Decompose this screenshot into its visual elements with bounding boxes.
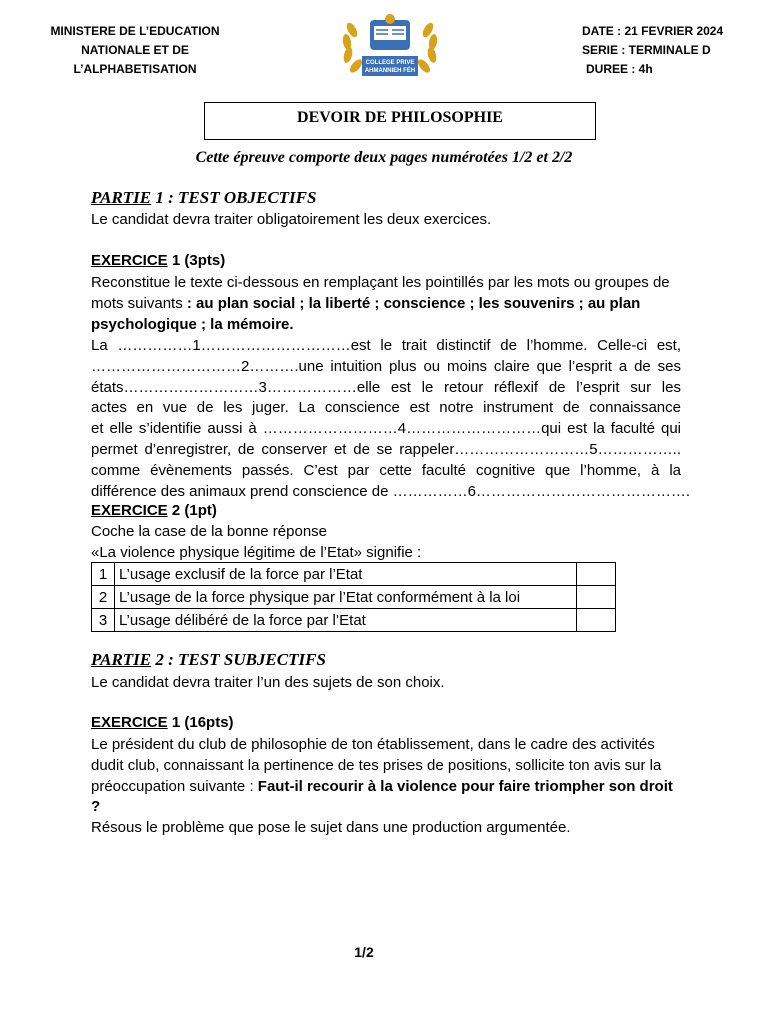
ministry-line-3: L’ALPHABETISATION (73, 62, 197, 76)
table-row (92, 609, 616, 632)
ex1-instruction (91, 273, 681, 335)
ministry-header (40, 22, 230, 79)
ex3-text (91, 735, 681, 818)
exam-duree: DUREE : 4h (586, 62, 653, 76)
answer-checkbox[interactable] (577, 609, 616, 632)
ex2-heading (91, 502, 217, 519)
table-row (92, 563, 616, 586)
part2-title: 2 : TEST SUBJECTIFS (151, 650, 326, 669)
part2-instruction: Le candidat devra traiter l’un des sujets de son choix. (91, 674, 445, 691)
fill-line: …………………………2……….une intuition plus ou moins claire que l’esprit a de ses (91, 357, 681, 375)
fill-line: états………………………3………………elle est le retour réflexif de l’esprit sur les (91, 378, 681, 396)
ex3-heading (91, 714, 234, 731)
option-text: L’usage de la force physique par l’Etat conformément à la loi (115, 586, 577, 609)
part2-prefix: PARTIE (91, 650, 152, 669)
exam-serie: SERIE : TERMINALE D (582, 43, 711, 57)
ex2-instruction: Coche la case de la bonne réponse (91, 523, 328, 540)
ex3-label: EXERCICE (91, 714, 168, 731)
fill-line: actes en vue de les juger. La conscience est notre instrument de connaissance (91, 399, 681, 417)
logo-text-line-1: COLLEGE PRIVE (365, 60, 415, 66)
ex2-label: EXERCICE (91, 502, 168, 519)
ex1-instruction-plain: Reconstitue le texte ci-dessous en remplaçant les pointillés par les mots ou groupes de mots suivants (91, 274, 670, 312)
ex3-points: 1 (16pts) (167, 714, 234, 731)
answer-checkbox[interactable] (577, 563, 616, 586)
ministry-line-2: NATIONALE ET DE (81, 43, 189, 57)
ex1-points: 1 (3pts) (167, 252, 226, 269)
ex1-instruction-words: : au plan social ; la liberté ; conscience ; les souvenirs ; au plan psychologique ; la mémoire. (91, 294, 641, 333)
page-number: 1/2 (354, 944, 374, 960)
option-number: 2 (92, 586, 115, 609)
page-subtitle: Cette épreuve comporte deux pages numérotées 1/2 et 2/2 (195, 149, 573, 166)
table-row (92, 586, 616, 609)
fill-line: comme évènements passés. C’est par cette faculté cognitive que l’homme, à la (91, 461, 681, 479)
answer-checkbox[interactable] (577, 586, 616, 609)
option-number: 3 (92, 609, 115, 632)
ex3-question: Faut-il recourir à la violence pour faire triompher son droit ? (91, 777, 673, 816)
ex3-final: Résous le problème que pose le sujet dans une production argumentée. (91, 819, 571, 836)
part1-prefix: PARTIE (91, 188, 152, 207)
ex2-points: 2 (1pt) (167, 502, 217, 519)
part1-instruction: Le candidat devra traiter obligatoirement les deux exercices. (91, 211, 492, 228)
school-logo (336, 10, 444, 88)
ministry-line-1: MINISTERE DE L’EDUCATION (50, 24, 220, 38)
fill-line: La ……………1…………………………est le trait distinctif de l’homme. Celle-ci est, (91, 337, 681, 354)
part1-title: 1 : TEST OBJECTIFS (151, 188, 317, 207)
ex1-label: EXERCICE (91, 252, 168, 269)
part1-heading (91, 188, 316, 208)
exam-date: DATE : 21 FEVRIER 2024 (582, 24, 724, 38)
fill-line: et elle s’identifie aussi à ………………………4………………………qui est la faculté qui (91, 420, 681, 438)
fill-line: permet d’enregistrer, de conserver et de se rappeler………………………5…………….. (91, 440, 681, 458)
ex1-fill-text (91, 336, 691, 502)
part2-heading (91, 650, 326, 670)
ex2-question: «La violence physique légitime de l’Etat» signifie : (91, 544, 422, 561)
exam-info (582, 22, 762, 79)
option-number: 1 (92, 563, 115, 586)
option-text: L’usage exclusif de la force par l’Etat (115, 563, 577, 586)
ex3-text-plain: Le président du club de philosophie de ton établissement, dans le cadre des activités dudit club, connaissant la pertinence de tes prises de positions, sollicite ton avis sur la préoccupation suivante : (91, 736, 662, 795)
answer-table (91, 562, 616, 632)
option-text: L’usage délibéré de la force par l’Etat (115, 609, 577, 632)
fill-line: différence des animaux prend conscience de ……………6……………………………………. (91, 482, 691, 500)
logo-text-line-2: AHMANNIEH FÉH (364, 68, 416, 74)
page-title: DEVOIR DE PHILOSOPHIE (204, 102, 596, 140)
ex1-heading (91, 252, 225, 269)
